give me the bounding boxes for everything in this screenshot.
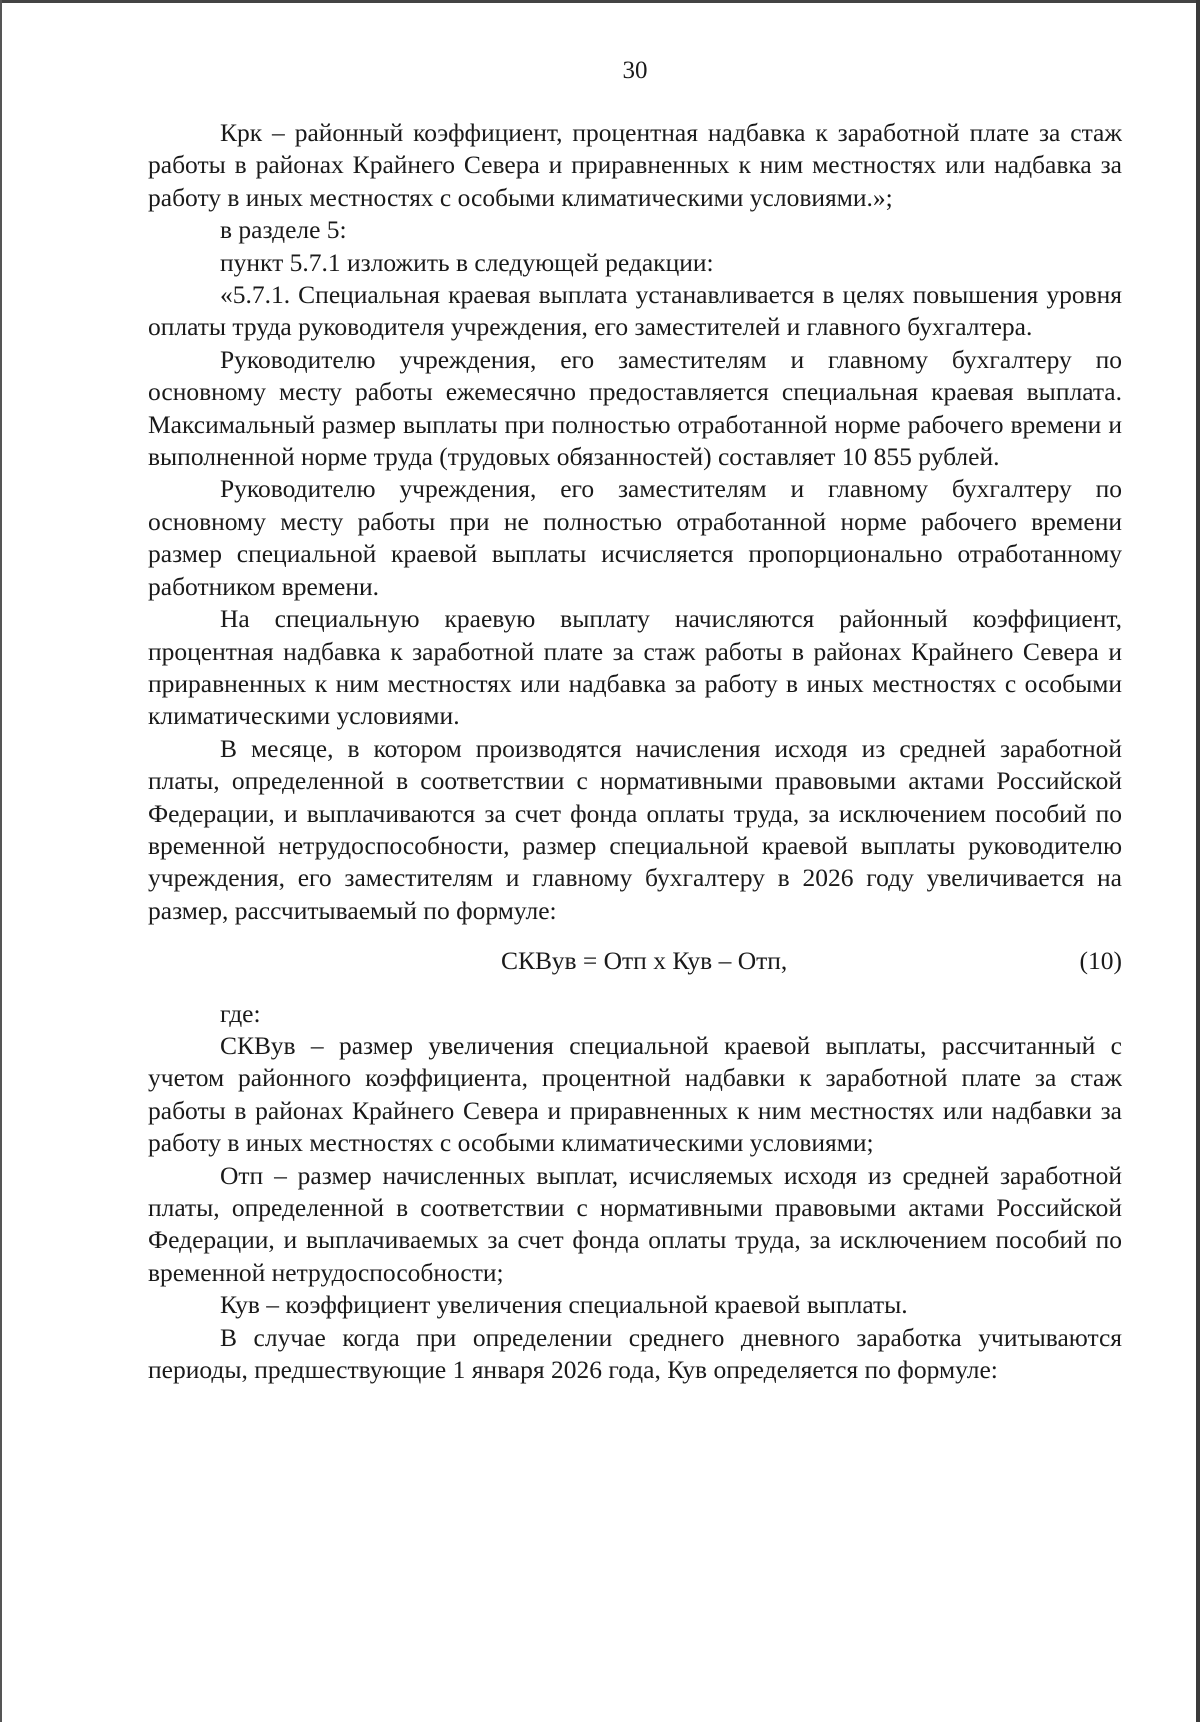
scan-border-top: [0, 0, 1200, 3]
formula-number: (10): [1079, 946, 1122, 976]
paragraph-item-5-7-1-intro: пункт 5.7.1 изложить в следующей редакции:: [220, 247, 714, 277]
definition-otp: Отп – размер начисленных выплат, исчисляемых исходя из средней заработной платы, определенной в соответствии с нормативными правовыми актами Российской Федерации, и выплачиваемых за счет фонда оплаты труда, за исключением пособий по временной нетрудоспособности;: [148, 1160, 1122, 1287]
formula-10: [148, 945, 1122, 977]
formula-expression: СКВув = Отп x Кув – Отп,: [501, 946, 788, 976]
paragraph-section-5: в разделе 5:: [220, 215, 347, 245]
paragraph-krk-definition: Крк – районный коэффициент, процентная надбавка к заработной плате за стаж работы в районах Крайнего Севера и приравненных к ним местностях или надбавка за работу в иных местностях с особыми климатическими условиями.»;: [148, 118, 1122, 212]
paragraph-kuv-formula-intro: В случае когда при определении среднего дневного заработка учитываются периоды, предшествующие 1 января 2026 года, Кув определяется по формуле:: [148, 1322, 1122, 1385]
paragraph-coefficients: На специальную краевую выплату начисляются районный коэффициент, процентная надбавка к заработной плате за стаж работы в районах Крайнего Севера и приравненных к ним местностях или надбавка за работу в иных местностях с особыми климатическими условиями.: [148, 604, 1122, 731]
scan-border-left: [0, 0, 2, 1722]
paragraph-max-payment: Руководителю учреждения, его заместителям и главному бухгалтеру по основному месту работы ежемесячно предоставляется специальная краевая выплата. Максимальный размер выплаты при полностью отработанной норме рабочего времени и выполненной норме труда (трудовых обязанностей) составляет 10 855 рублей.: [148, 344, 1122, 472]
scan-border-right: [1196, 0, 1200, 1722]
paragraph-where: где:: [220, 998, 261, 1028]
document-body: [148, 117, 1122, 1386]
paragraph-increase-2026: В месяце, в котором производятся начисления исходя из средней заработной платы, определенной в соответствии с нормативными правовыми актами Российской Федерации, и выплачиваются за счет фонда оплаты труда, за исключением пособий по временной нетрудоспособности, размер специальной краевой выплаты руководителю учреждения, его заместителям и главному бухгалтеру в 2026 году увеличивается на размер, рассчитываемый по формуле:: [148, 733, 1122, 925]
definition-skvuv: СКВув – размер увеличения специальной краевой выплаты, рассчитанный с учетом районного коэффициента, процентной надбавки к заработной плате за стаж работы в районах Крайнего Севера и приравненных к ним местностях или надбавки за работу в иных местностях с особыми климатическими условиями;: [148, 1030, 1122, 1158]
paragraph-item-5-7-1: «5.7.1. Специальная краевая выплата устанавливается в целях повышения уровня оплаты труда руководителя учреждения, его заместителей и главного бухгалтера.: [148, 280, 1122, 342]
paragraph-proportional-payment: Руководителю учреждения, его заместителям и главному бухгалтеру по основному месту работы при не полностью отработанной норме рабочего времени размер специальной краевой выплаты исчисляется пропорционально отработанному работником времени.: [148, 474, 1122, 601]
page-number: 30: [622, 57, 648, 84]
definition-kuv: Кув – коэффициент увеличения специальной краевой выплаты.: [220, 1290, 908, 1320]
